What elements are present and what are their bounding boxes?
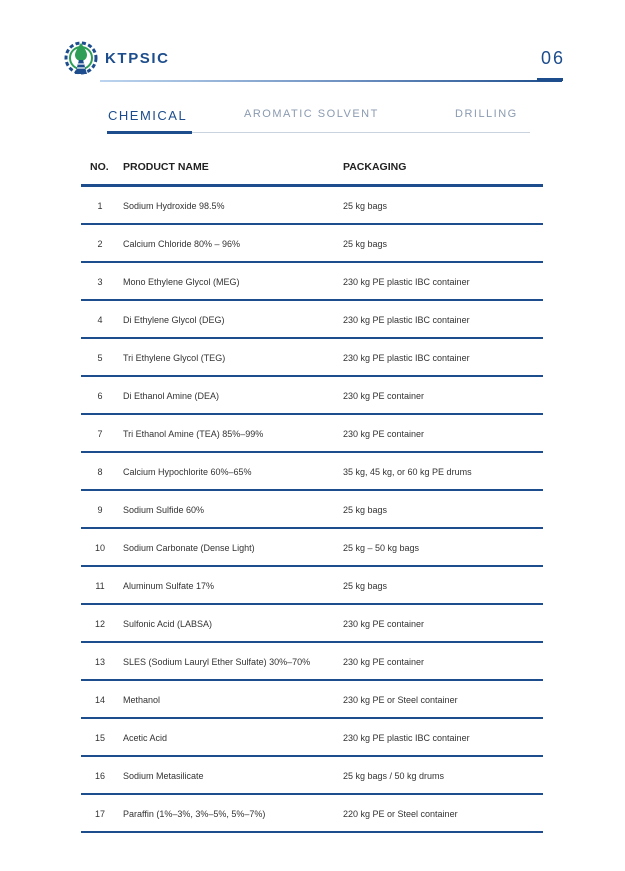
product-name: Sodium Sulfide 60%	[123, 505, 205, 515]
packaging: 230 kg PE plastic IBC container	[343, 733, 470, 743]
product-name: Calcium Chloride 80% – 96%	[123, 239, 241, 249]
table-row	[81, 795, 543, 833]
gear-oil-drop-logo-icon	[62, 38, 100, 78]
packaging: 230 kg PE or Steel container	[343, 695, 458, 705]
packaging: 25 kg bags	[343, 505, 388, 515]
row-number: 5	[97, 353, 103, 363]
product-name: Paraffin (1%–3%, 3%–5%, 5%–7%)	[123, 809, 266, 819]
product-name: SLES (Sodium Lauryl Ether Sulfate) 30%–70%	[123, 657, 311, 667]
page-number-underline	[537, 78, 563, 81]
row-number: 9	[97, 505, 103, 515]
product-name: Acetic Acid	[123, 733, 168, 743]
row-number: 10	[94, 543, 105, 553]
packaging: 230 kg PE container	[343, 657, 425, 667]
row-number: 13	[94, 657, 105, 667]
packaging: 25 kg bags	[343, 581, 388, 591]
table-row	[81, 643, 543, 681]
active-tab-indicator	[107, 131, 192, 134]
table-row	[81, 263, 543, 301]
table-row	[81, 605, 543, 643]
column-header-product-name: PRODUCT NAME	[123, 161, 209, 173]
product-name: Sodium Hydroxide 98.5%	[123, 201, 225, 211]
row-number: 7	[97, 429, 103, 439]
packaging: 35 kg, 45 kg, or 60 kg PE drums	[343, 467, 472, 477]
table-row	[81, 225, 543, 263]
column-header-no: NO.	[90, 161, 109, 173]
product-name: Tri Ethanol Amine (TEA) 85%–99%	[123, 429, 264, 439]
tab-aromatic-solvent[interactable]: AROMATIC SOLVENT	[244, 108, 379, 120]
row-number: 6	[97, 391, 103, 401]
row-number: 17	[94, 809, 105, 819]
product-name: Tri Ethylene Glycol (TEG)	[123, 353, 226, 363]
row-number: 12	[94, 619, 105, 629]
product-name: Mono Ethylene Glycol (MEG)	[123, 277, 240, 287]
packaging: 230 kg PE plastic IBC container	[343, 277, 470, 287]
product-name: Aluminum Sulfate 17%	[123, 581, 215, 591]
packaging: 230 kg PE container	[343, 619, 425, 629]
table-row	[81, 415, 543, 453]
table-header	[81, 148, 543, 187]
table-row	[81, 491, 543, 529]
table-row	[81, 187, 543, 225]
page-header	[0, 0, 625, 90]
header-divider	[100, 80, 562, 82]
packaging: 25 kg – 50 kg bags	[343, 543, 420, 553]
packaging: 25 kg bags / 50 kg drums	[343, 771, 445, 781]
table-row	[81, 301, 543, 339]
row-number: 1	[97, 201, 103, 211]
row-number: 2	[97, 239, 103, 249]
brand-name: KTPSIC	[105, 50, 170, 67]
row-number: 8	[97, 467, 103, 477]
packaging: 25 kg bags	[343, 239, 388, 249]
product-name: Di Ethylene Glycol (DEG)	[123, 315, 225, 325]
table-row	[81, 453, 543, 491]
product-name: Sodium Carbonate (Dense Light)	[123, 543, 255, 553]
table-body	[81, 187, 543, 833]
table-row	[81, 757, 543, 795]
row-number: 14	[94, 695, 105, 705]
table-row	[81, 719, 543, 757]
packaging: 230 kg PE plastic IBC container	[343, 315, 470, 325]
packaging: 25 kg bags	[343, 201, 388, 211]
table-row	[81, 377, 543, 415]
packaging: 230 kg PE plastic IBC container	[343, 353, 470, 363]
category-tabs	[0, 100, 625, 140]
product-name: Calcium Hypochlorite 60%–65%	[123, 467, 252, 477]
packaging: 230 kg PE container	[343, 429, 425, 439]
packaging: 220 kg PE or Steel container	[343, 809, 458, 819]
row-number: 15	[94, 733, 105, 743]
product-table	[81, 148, 543, 833]
table-row	[81, 339, 543, 377]
row-number: 4	[97, 315, 103, 325]
table-row	[81, 529, 543, 567]
product-name: Sulfonic Acid (LABSA)	[123, 619, 213, 629]
tab-drilling[interactable]: DRILLING	[455, 108, 518, 120]
column-header-packaging: PACKAGING	[343, 161, 407, 173]
row-number: 11	[95, 581, 105, 591]
page-number: 06	[540, 48, 565, 68]
tab-chemical[interactable]: CHEMICAL	[108, 108, 188, 123]
product-name: Di Ethanol Amine (DEA)	[123, 391, 220, 401]
table-row	[81, 681, 543, 719]
packaging: 230 kg PE container	[343, 391, 425, 401]
product-name: Methanol	[123, 695, 161, 705]
row-number: 16	[94, 771, 105, 781]
table-row	[81, 567, 543, 605]
row-number: 3	[97, 277, 103, 287]
tab-track	[192, 132, 530, 133]
product-name: Sodium Metasilicate	[123, 771, 204, 781]
